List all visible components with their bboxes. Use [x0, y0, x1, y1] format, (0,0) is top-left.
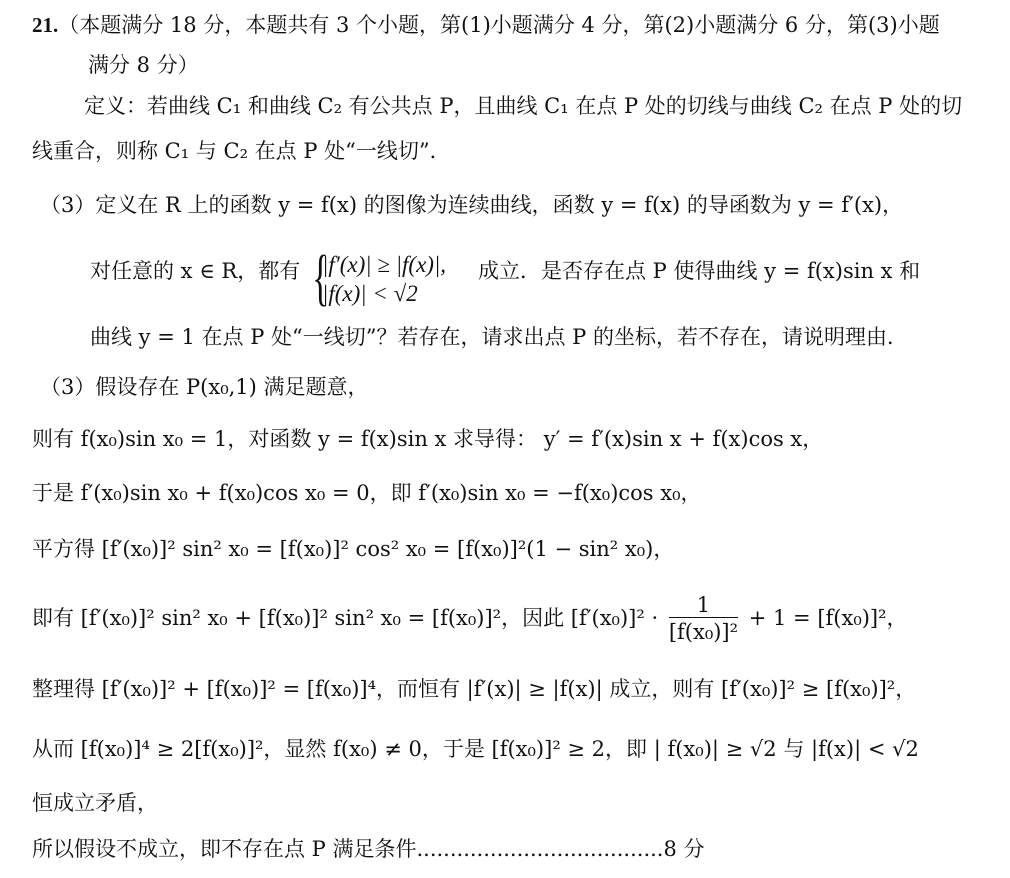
condition-system — [322, 250, 446, 308]
problem-number: 21. — [32, 13, 59, 37]
part3-question-line-2-suffix: 成立．是否存在点 P 使得曲线 y = f(x)sin x 和 — [478, 259, 921, 283]
solution-line-5-suffix: + 1 = [f(x₀)]²， — [748, 606, 908, 630]
solution-line-4: 平方得 [f′(x₀)]² sin² x₀ = [f(x₀)]² cos² x₀ = [f(x₀)]²(1 − sin² x₀)， — [32, 537, 675, 561]
definition-line-1: 定义：若曲线 C₁ 和曲线 C₂ 有公共点 P，且曲线 C₁ 在点 P 处的切线与曲线 C₂ 在点 P 处的切 — [84, 94, 963, 118]
solution-line-3: 于是 f′(x₀)sin x₀ + f(x₀)cos x₀ = 0，即 f′(x₀)sin x₀ = −f(x₀)cos x₀， — [32, 481, 702, 505]
definition-line-2: 线重合，则称 C₁ 与 C₂ 在点 P 处“一线切”． — [32, 139, 451, 163]
system-brace: { — [312, 244, 329, 312]
solution-line-2: 则有 f(x₀)sin x₀ = 1，对函数 y = f(x)sin x 求导得： y′ = f′(x)sin x + f(x)cos x， — [32, 427, 824, 451]
solution-line-7: 从而 [f(x₀)]⁴ ≥ 2[f(x₀)]²，显然 f(x₀) ≠ 0，于是 [f(x₀)]² ≥ 2，即 | f(x₀)| ≥ √2 与 |f(x)| < √2 — [32, 737, 919, 761]
problem-header-text: （本题满分 18 分，本题共有 3 个小题，第(1)小题满分 4 分，第(2)小题满分 6 分，第(3)小题 — [58, 13, 940, 37]
solution-line-8: 恒成立矛盾， — [32, 791, 158, 815]
solution-line-6: 整理得 [f′(x₀)]² + [f(x₀)]² = [f(x₀)]⁴，而恒有 |f′(x)| ≥ |f(x)| 成立，则有 [f′(x₀)]² ≥ [f(x₀)]²， — [32, 677, 917, 701]
fraction-denominator: [f(x₀)]² — [668, 620, 739, 644]
part3-question-line-2-prefix: 对任意的 x ∈ R，都有 — [90, 259, 301, 283]
problem-header-line-1 — [32, 10, 940, 40]
solution-line-1: （3）假设存在 P(x₀,1) 满足题意， — [40, 375, 369, 399]
part3-question-line-1: （3）定义在 R 上的函数 y = f(x) 的图像为连续曲线，函数 y = f(x) 的导函数为 y = f′(x)， — [40, 193, 904, 217]
part3-question-line-3: 曲线 y = 1 在点 P 处“一线切”？若存在，请求出点 P 的坐标，若不存在，请说明理由． — [90, 325, 908, 349]
solution-line-5 — [32, 590, 908, 646]
problem-header-line-2: 满分 8 分） — [88, 53, 199, 77]
fraction-numerator: 1 — [669, 593, 738, 618]
fraction — [669, 593, 738, 646]
solution-line-9: 所以假设不成立，即不存在点 P 满足条件.....................................8 分 — [32, 837, 705, 861]
condition-row-2: |f(x)| < √2 — [322, 281, 418, 306]
condition-row-1: |f′(x)| ≥ |f(x)|, — [322, 252, 447, 277]
solution-line-5-prefix: 即有 [f′(x₀)]² sin² x₀ + [f(x₀)]² sin² x₀ = [f(x₀)]²，因此 [f′(x₀)]² · — [32, 606, 659, 630]
